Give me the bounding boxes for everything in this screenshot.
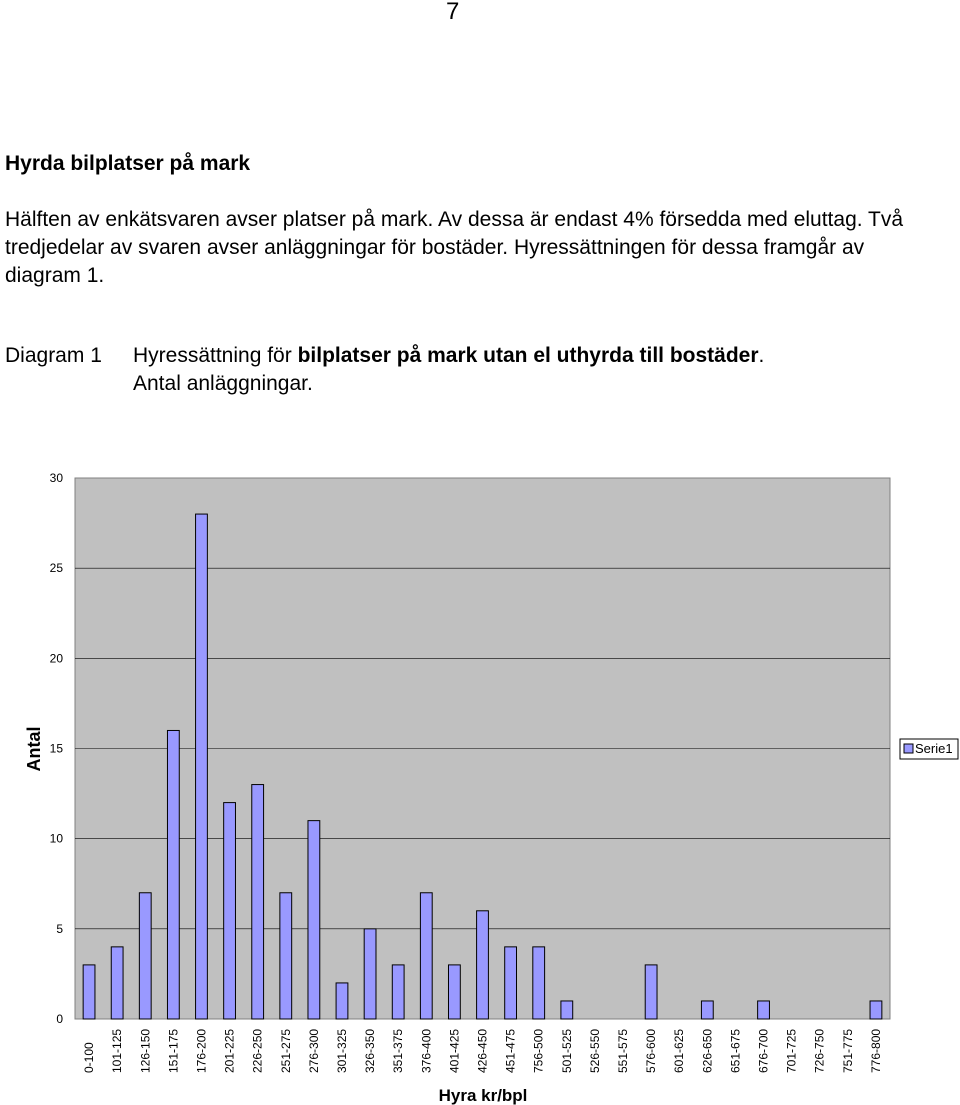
legend	[900, 739, 958, 759]
bar-226-250	[252, 785, 264, 1019]
x-tick-label: 651-675	[728, 1028, 743, 1073]
y-tick-label: 10	[49, 831, 63, 846]
bar-401-425	[448, 965, 460, 1019]
bar-676-700	[758, 1001, 770, 1019]
x-tick-label: 201-225	[222, 1028, 237, 1073]
caption-line2: Antal anläggningar.	[133, 372, 313, 395]
bar-126-150	[139, 893, 151, 1019]
x-tick-label: 551-575	[616, 1028, 631, 1073]
x-tick-label: 176-200	[194, 1028, 209, 1073]
bar-326-350	[364, 929, 376, 1019]
bar-251-275	[280, 893, 292, 1019]
x-tick-label: 401-425	[447, 1028, 462, 1073]
x-tick-label: 451-475	[503, 1028, 518, 1073]
bar-351-375	[392, 965, 404, 1019]
bar-756-500	[533, 947, 545, 1019]
bar-201-225	[224, 803, 236, 1019]
bar-276-300	[308, 821, 320, 1019]
x-axis-ticks	[82, 1029, 883, 1073]
x-tick-label: 526-550	[587, 1028, 602, 1073]
bar-426-450	[477, 911, 489, 1019]
bar-0-100	[83, 965, 95, 1019]
x-tick-label: 576-600	[644, 1028, 659, 1073]
x-tick-label: 326-350	[363, 1028, 378, 1073]
x-tick-label: 501-525	[559, 1028, 574, 1073]
x-tick-label: 776-800	[868, 1028, 883, 1073]
x-tick-label: 101-125	[110, 1028, 125, 1073]
x-tick-label: 756-500	[531, 1028, 546, 1073]
x-tick-label: 276-300	[306, 1028, 321, 1073]
y-tick-label: 30	[49, 471, 63, 485]
bar-176-200	[196, 514, 208, 1019]
caption-label: Diagram 1	[5, 344, 102, 367]
x-tick-label: 601-625	[672, 1028, 687, 1073]
y-tick-label: 0	[56, 1012, 63, 1026]
bar-501-525	[561, 1001, 573, 1019]
bar-451-475	[505, 947, 517, 1019]
bar-chart	[0, 460, 960, 1105]
y-axis-ticks	[50, 471, 64, 1026]
x-tick-label: 0-100	[82, 1042, 97, 1073]
x-tick-label: 376-400	[419, 1028, 434, 1073]
bar-776-800	[870, 1001, 882, 1019]
body-paragraph: Hälften av enkätsvaren avser platser på mark. Av dessa är endast 4% försedda med eluttag. Två tredjedelar av svaren avser anläggningar för bostäder. Hyressättningen för dessa framgår av diagram 1.	[5, 208, 904, 287]
x-tick-label: 751-775	[840, 1028, 855, 1073]
y-axis-label: Antal	[24, 726, 44, 772]
x-tick-label: 351-375	[391, 1028, 406, 1073]
legend-label: Serie1	[915, 741, 953, 756]
section-heading: Hyrda bilplatser på mark	[5, 152, 251, 175]
x-tick-label: 251-275	[278, 1028, 293, 1073]
x-tick-label: 426-450	[475, 1028, 490, 1073]
y-tick-label: 20	[49, 651, 63, 666]
x-tick-label: 726-750	[812, 1028, 827, 1073]
x-tick-label: 126-150	[138, 1028, 153, 1073]
y-tick-label: 15	[49, 741, 63, 756]
x-tick-label: 676-700	[756, 1028, 771, 1073]
bar-151-175	[167, 730, 179, 1019]
caption-end: .	[758, 344, 765, 367]
y-tick-label: 25	[49, 561, 63, 576]
bar-301-325	[336, 983, 348, 1019]
bar-576-600	[645, 965, 657, 1019]
x-axis-label: Hyra kr/bpl	[438, 1086, 528, 1105]
caption-text	[133, 342, 933, 398]
y-tick-label: 5	[56, 921, 63, 936]
caption-bold: bilplatser på mark utan el uthyrda till bostäder	[297, 344, 759, 367]
x-tick-label: 226-250	[250, 1028, 265, 1073]
legend-swatch	[904, 744, 913, 753]
bar-376-400	[420, 893, 432, 1019]
x-tick-label: 701-725	[784, 1028, 799, 1073]
bar-101-125	[111, 947, 123, 1019]
x-tick-label: 301-325	[334, 1028, 349, 1073]
caption-plain: Hyressättning för	[133, 344, 298, 367]
x-tick-label: 151-175	[166, 1028, 181, 1073]
bar-626-650	[701, 1001, 713, 1019]
x-tick-label: 626-650	[700, 1028, 715, 1073]
page-number: 7	[446, 0, 460, 25]
